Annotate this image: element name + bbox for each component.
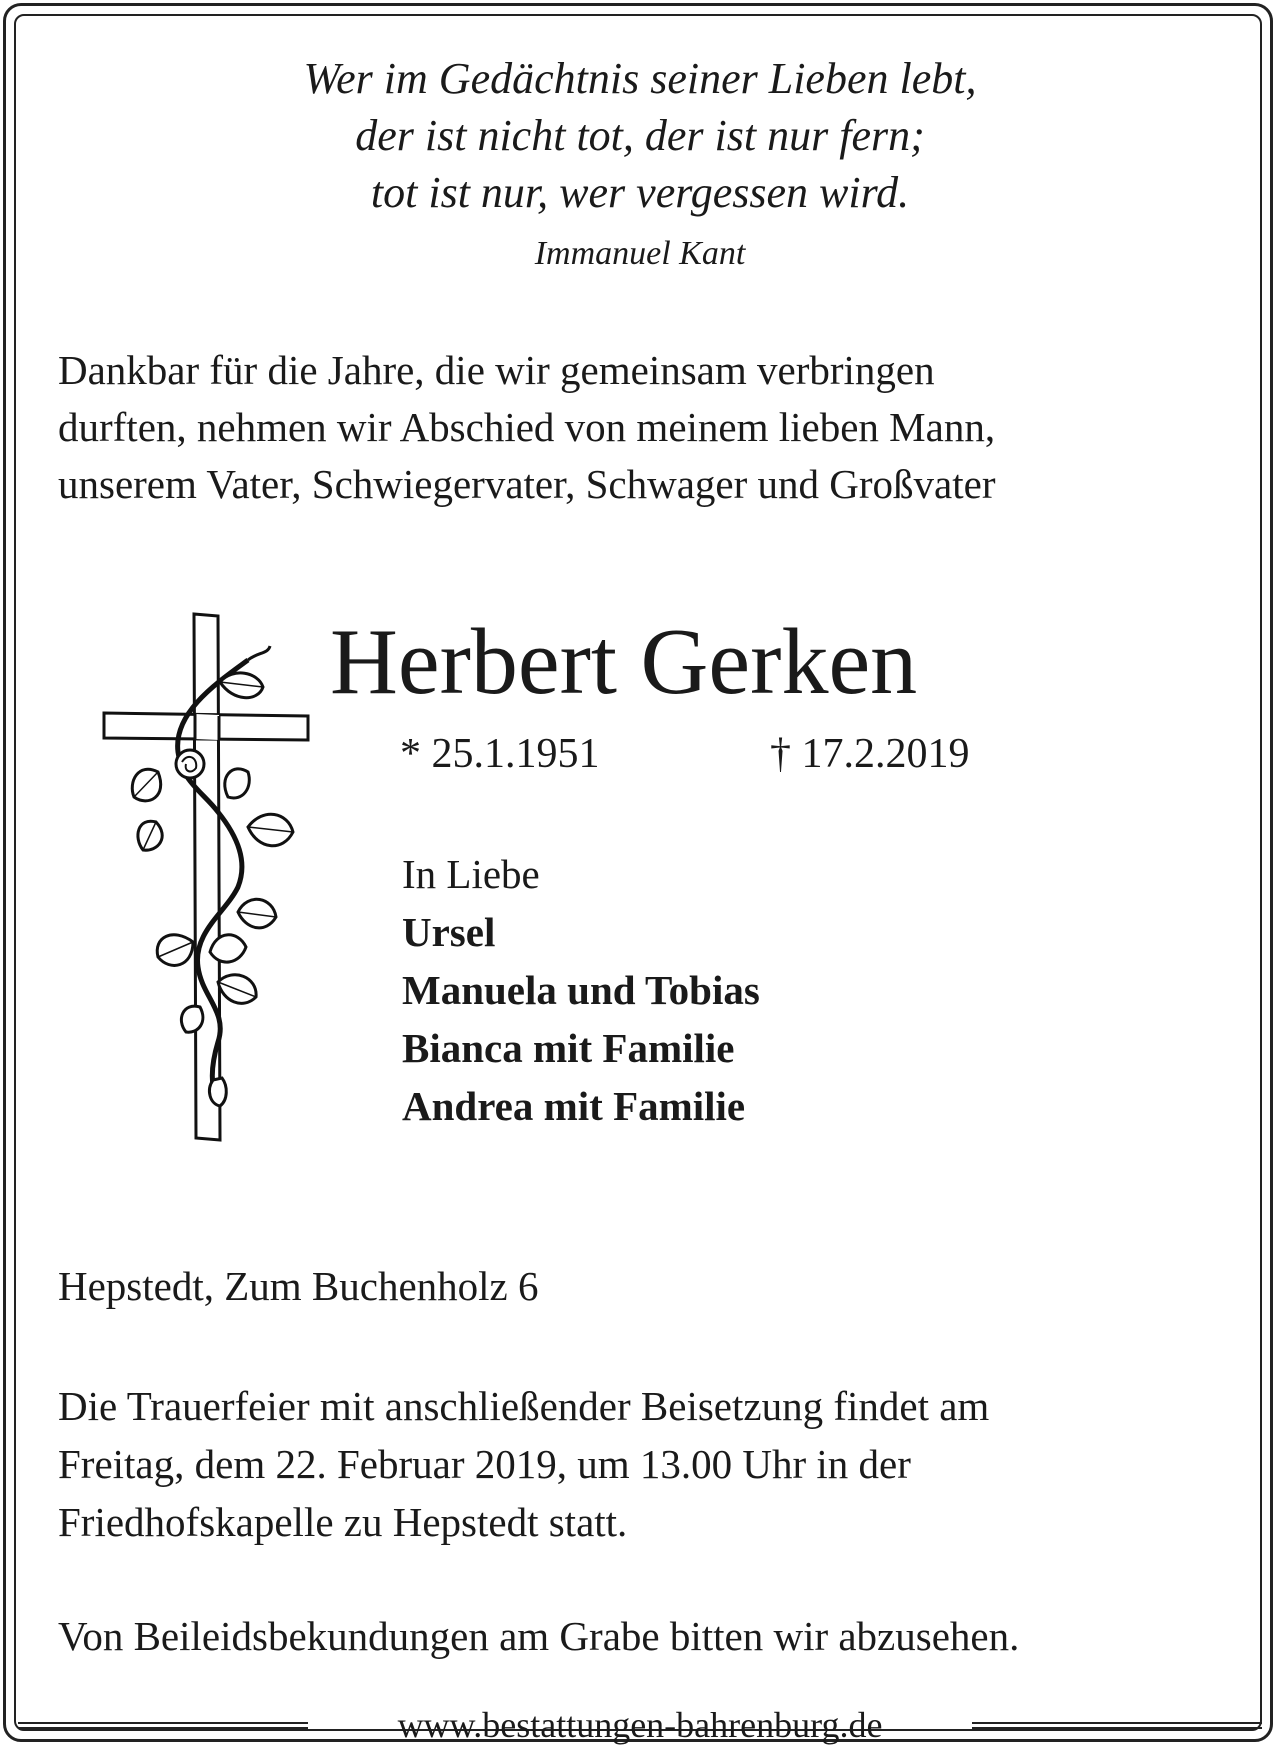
condolence-note: Von Beileidsbekundungen am Grabe bitten wir abzusehen. [58,1613,1020,1659]
intro-line-1: Dankbar für die Jahre, die wir gemeinsam verbringen [58,347,935,393]
intro-line-3: unserem Vater, Schwiegervater, Schwager und Großvater [58,461,996,507]
quote-author: Immanuel Kant [534,235,746,272]
quote-line-1: Wer im Gedächtnis seiner Lieben lebt, [303,54,977,103]
intro-line-2: durften, nehmen wir Abschied von meinem lieben Mann, [58,404,996,450]
mourners-intro: In Liebe [402,851,540,897]
family-address: Hepstedt, Zum Buchenholz 6 [58,1263,539,1309]
footer [0,1700,1280,1746]
mourners-list [402,845,760,1135]
cross-with-rose-icon [98,612,318,1142]
ceremony-line-3: Friedhofskapelle zu Hepstedt statt. [58,1499,628,1545]
intro-text [58,342,1228,513]
deceased-name: Herbert Gerken [330,610,918,714]
mourner-name: Manuela und Tobias [402,967,760,1013]
birth-date: * 25.1.1951 [400,731,600,777]
ceremony-line-1: Die Trauerfeier mit anschließender Beisetzung findet am [58,1383,990,1429]
mourner-name: Andrea mit Familie [402,1083,746,1129]
quote-line-2: der ist nicht tot, der ist nur fern; [355,111,925,160]
quote-block [0,50,1280,273]
mourner-name: Ursel [402,909,496,955]
mourner-name: Bianca mit Familie [402,1025,735,1071]
funeral-home-website: www.bestattungen-bahrenburg.de [397,1705,883,1745]
quote-line-3: tot ist nur, wer vergessen wird. [370,168,910,217]
ceremony-line-2: Freitag, dem 22. Februar 2019, um 13.00 Uhr in der [58,1441,911,1487]
death-date: † 17.2.2019 [770,731,970,777]
ceremony-info [58,1377,1228,1551]
